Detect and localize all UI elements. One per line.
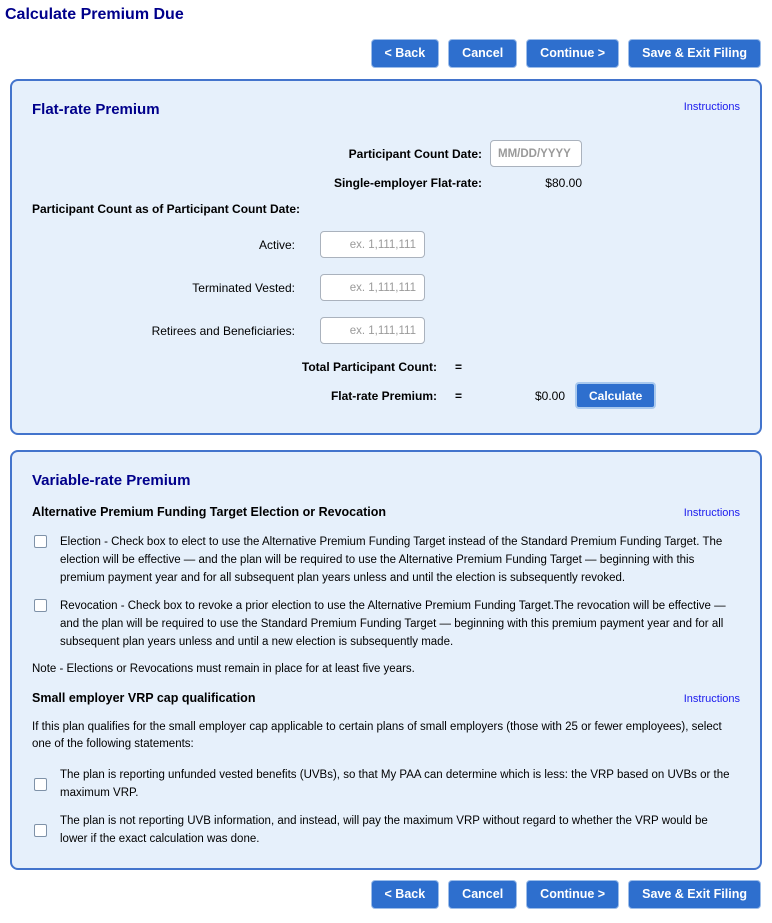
terminated-vested-row — [32, 274, 740, 301]
variable-rate-panel — [10, 450, 762, 870]
uvb-reporting-checkbox[interactable] — [34, 778, 47, 791]
small-employer-heading: Small employer VRP cap qualification — [32, 691, 256, 705]
revocation-option-text: Revocation - Check box to revoke a prior election to use the Alternative Premium Funding Target.The revocation will be effective — and the plan will be required to use the Standard Premium Funding Target — beginning with this premium payment year and for all subsequent plan years unless and until a new election is subsequently made. — [60, 600, 726, 648]
flat-rate-premium-label: Flat-rate Premium: — [330, 388, 437, 403]
max-vrp-option-text: The plan is not reporting UVB information, and instead, will pay the maximum VRP without regard to whether the VRP would be lower if the exact calculation was done. — [60, 815, 708, 845]
active-count-row — [32, 231, 740, 258]
elections-note: Note - Elections or Revocations must remain in place for at least five years. — [32, 663, 415, 675]
small-employer-sub-header — [32, 691, 740, 705]
cancel-button[interactable]: Cancel — [448, 39, 517, 68]
flat-rate-instructions-link[interactable]: Instructions — [683, 101, 740, 113]
participant-count-date-row — [32, 140, 740, 167]
participant-count-date-input[interactable] — [490, 140, 582, 167]
variable-rate-title: Variable-rate Premium — [32, 472, 191, 489]
apft-instructions-link[interactable]: Instructions — [683, 507, 740, 519]
election-checkbox[interactable] — [34, 535, 47, 548]
top-button-row — [0, 39, 772, 68]
terminated-vested-input[interactable] — [320, 274, 425, 301]
save-exit-button[interactable]: Save & Exit Filing — [628, 880, 761, 909]
uvb-reporting-option-row — [34, 766, 738, 802]
max-vrp-checkbox[interactable] — [34, 824, 47, 837]
retirees-beneficiaries-row — [32, 317, 740, 344]
continue-button[interactable]: Continue > — [526, 39, 619, 68]
single-employer-flat-rate-value: $80.00 — [545, 176, 582, 190]
variable-rate-panel-header — [32, 472, 740, 489]
revocation-option-row — [34, 597, 738, 651]
revocation-checkbox[interactable] — [34, 599, 47, 612]
terminated-vested-label: Terminated Vested: — [192, 280, 295, 295]
total-participant-count-row — [32, 360, 740, 374]
premium-equals-sign: = — [455, 388, 463, 403]
small-employer-intro: If this plan qualifies for the small employer cap applicable to certain plans of small employers (those with 25 or fewer employees), select one of the following statements: — [32, 721, 722, 750]
back-button[interactable]: < Back — [371, 39, 440, 68]
bottom-button-row — [0, 880, 772, 923]
participant-count-date-label: Participant Count Date: — [348, 146, 482, 161]
calculate-button[interactable]: Calculate — [575, 382, 656, 409]
cancel-button[interactable]: Cancel — [448, 880, 517, 909]
apft-sub-header — [32, 505, 740, 519]
apft-heading: Alternative Premium Funding Target Election or Revocation — [32, 505, 386, 519]
max-vrp-option-row — [34, 812, 738, 848]
flat-rate-premium-value: $0.00 — [534, 388, 565, 403]
single-employer-flat-rate-label: Single-employer Flat-rate: — [333, 176, 482, 190]
single-employer-flat-rate-row — [32, 176, 740, 190]
active-label: Active: — [258, 237, 295, 252]
election-option-text: Election - Check box to elect to use the Alternative Premium Funding Target instead of the Standard Premium Funding Target. The election will be effective — and the plan will be required to use the Alternative Premium Funding Target — beginning with this premium payment year and for all subsequent plan years unless and until the election is subsequently revoked. — [60, 536, 723, 584]
total-participant-count-label: Total Participant Count: — [301, 360, 437, 374]
uvb-reporting-option-text: The plan is reporting unfunded vested benefits (UVBs), so that My PAA can determine which is less: the VRP based on UVBs or the maximum VRP. — [60, 769, 730, 799]
flat-rate-premium-row — [32, 382, 740, 409]
participant-count-heading: Participant Count as of Participant Count Date: — [32, 202, 301, 216]
back-button[interactable]: < Back — [371, 880, 440, 909]
flat-rate-title: Flat-rate Premium — [32, 101, 160, 118]
retirees-beneficiaries-input[interactable] — [320, 317, 425, 344]
save-exit-button[interactable]: Save & Exit Filing — [628, 39, 761, 68]
election-option-row — [34, 533, 738, 587]
page-title: Calculate Premium Due — [5, 6, 184, 23]
active-count-input[interactable] — [320, 231, 425, 258]
retirees-beneficiaries-label: Retirees and Beneficiaries: — [151, 323, 295, 338]
flat-rate-panel — [10, 79, 762, 435]
small-employer-instructions-link[interactable]: Instructions — [683, 693, 740, 705]
continue-button[interactable]: Continue > — [526, 880, 619, 909]
total-equals-sign: = — [455, 360, 463, 374]
flat-rate-panel-header — [32, 101, 740, 118]
